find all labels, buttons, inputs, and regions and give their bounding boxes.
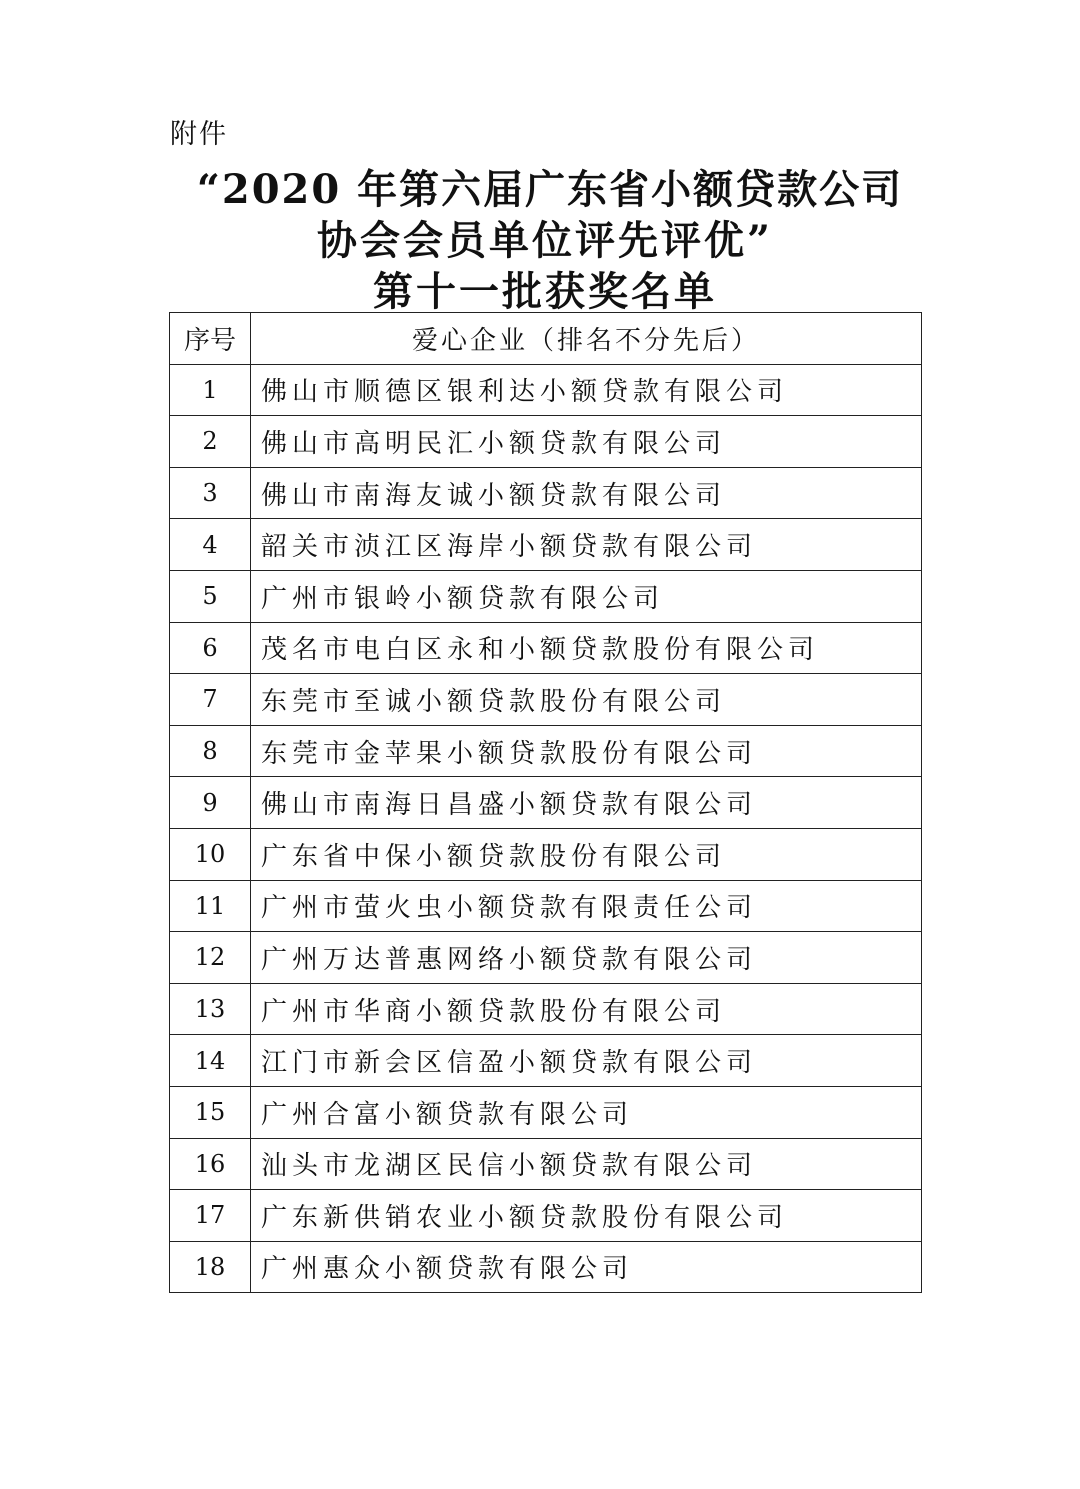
title-line-3: 第十一批获奖名单 (373, 268, 717, 315)
table-row (170, 1086, 922, 1138)
table-row (170, 983, 922, 1035)
company-name: 茂名市电白区永和小额贷款股份有限公司 (251, 622, 922, 674)
attachment-label: 附件 (170, 119, 228, 150)
table-row (170, 467, 922, 519)
row-number: 6 (170, 622, 251, 674)
company-name: 广州市华商小额贷款股份有限公司 (251, 983, 922, 1035)
row-number: 11 (170, 880, 251, 932)
table-row (170, 364, 922, 416)
row-number: 3 (170, 467, 251, 519)
row-number: 12 (170, 932, 251, 984)
table-body (170, 364, 922, 1293)
table-row (170, 1138, 922, 1190)
company-name: 江门市新会区信盈小额贷款有限公司 (251, 1035, 922, 1087)
row-number: 18 (170, 1241, 251, 1293)
company-name: 广州合富小额贷款有限公司 (251, 1086, 922, 1138)
company-name: 广州万达普惠网络小额贷款有限公司 (251, 932, 922, 984)
row-number: 9 (170, 777, 251, 829)
table-row (170, 880, 922, 932)
title-line-2: 协会会员单位评先评优” (316, 217, 773, 264)
header-company: 爱心企业（排名不分先后） (251, 313, 922, 365)
table-row (170, 674, 922, 726)
table-row (170, 570, 922, 622)
row-number: 16 (170, 1138, 251, 1190)
company-name: 佛山市高明民汇小额贷款有限公司 (251, 416, 922, 468)
table-row (170, 519, 922, 571)
row-number: 8 (170, 725, 251, 777)
company-name: 佛山市南海日昌盛小额贷款有限公司 (251, 777, 922, 829)
row-number: 7 (170, 674, 251, 726)
row-number: 17 (170, 1190, 251, 1242)
company-name: 佛山市南海友诚小额贷款有限公司 (251, 467, 922, 519)
table-row (170, 622, 922, 674)
row-number: 13 (170, 983, 251, 1035)
row-number: 14 (170, 1035, 251, 1087)
row-number: 5 (170, 570, 251, 622)
table-row (170, 1241, 922, 1293)
company-name: 东莞市至诚小额贷款股份有限公司 (251, 674, 922, 726)
title-line-1: “2020 年第六届广东省小额贷款公司 (196, 166, 904, 213)
company-name: 广东新供销农业小额贷款股份有限公司 (251, 1190, 922, 1242)
row-number: 10 (170, 828, 251, 880)
table-row (170, 932, 922, 984)
company-name: 广州市银岭小额贷款有限公司 (251, 570, 922, 622)
row-number: 15 (170, 1086, 251, 1138)
row-number: 2 (170, 416, 251, 468)
header-no: 序号 (170, 313, 251, 365)
table-header-row (170, 313, 922, 365)
table-row (170, 416, 922, 468)
company-name: 东莞市金苹果小额贷款股份有限公司 (251, 725, 922, 777)
row-number: 1 (170, 364, 251, 416)
company-name: 广州惠众小额贷款有限公司 (251, 1241, 922, 1293)
table-row (170, 725, 922, 777)
company-name: 佛山市顺德区银利达小额贷款有限公司 (251, 364, 922, 416)
table-row (170, 777, 922, 829)
row-number: 4 (170, 519, 251, 571)
table-row (170, 828, 922, 880)
table-row (170, 1190, 922, 1242)
company-name: 广东省中保小额贷款股份有限公司 (251, 828, 922, 880)
company-name: 汕头市龙湖区民信小额贷款有限公司 (251, 1138, 922, 1190)
award-table (169, 312, 922, 1293)
company-name: 广州市萤火虫小额贷款有限责任公司 (251, 880, 922, 932)
company-name: 韶关市浈江区海岸小额贷款有限公司 (251, 519, 922, 571)
table-row (170, 1035, 922, 1087)
